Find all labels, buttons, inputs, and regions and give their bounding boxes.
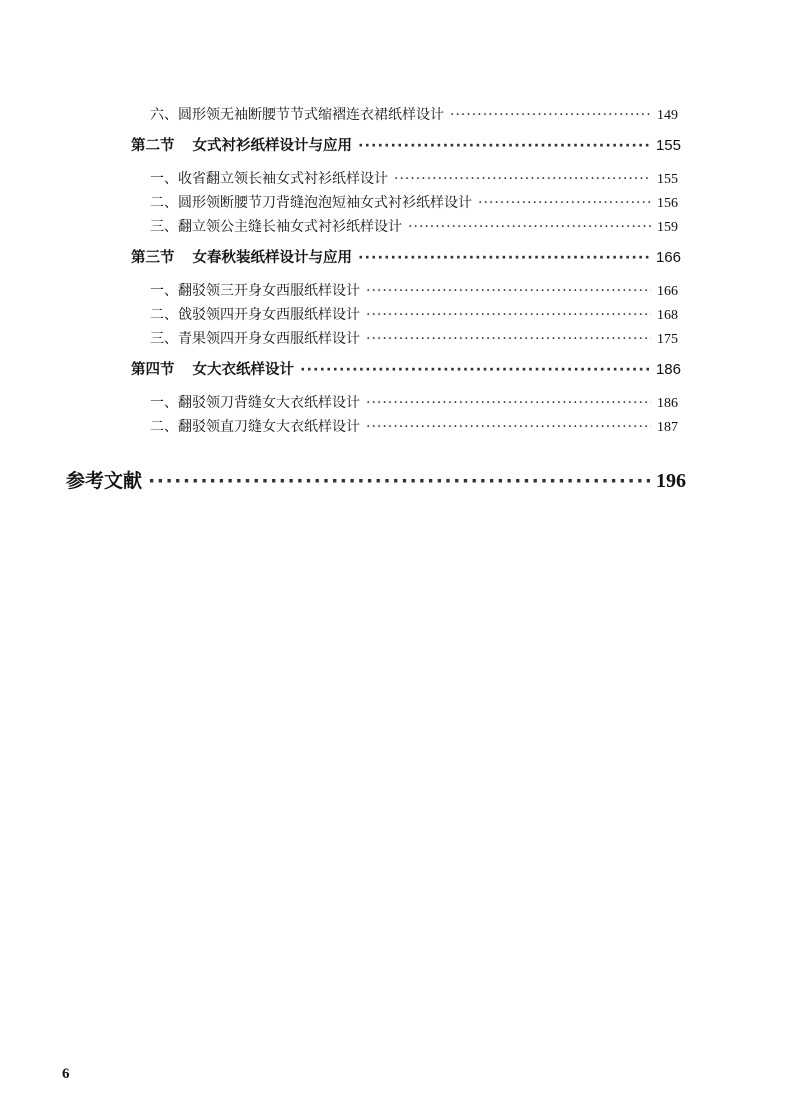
toc-item-title: 一、收省翻立领长袖女式衬衫纸样设计	[150, 171, 388, 187]
toc-item-title: 二、翻驳领直刀缝女大衣纸样设计	[150, 419, 360, 435]
toc-item-page: 149	[657, 108, 678, 123]
toc-item[interactable]	[150, 104, 678, 124]
toc-item[interactable]	[150, 328, 678, 348]
toc-section-page: 186	[655, 361, 681, 378]
toc-item-page: 187	[657, 420, 678, 435]
toc-item[interactable]	[150, 280, 678, 300]
dot-leader	[358, 250, 650, 266]
toc-item-page: 186	[657, 396, 678, 411]
dot-leader	[478, 195, 651, 211]
toc-item-page: 156	[657, 196, 678, 211]
dot-leader	[366, 395, 651, 411]
dot-leader	[394, 171, 651, 187]
toc-section-number: 第二节	[131, 138, 175, 154]
dot-leader	[366, 419, 651, 435]
toc-item-title: 二、圆形领断腰节刀背缝泡泡短袖女式衬衫纸样设计	[150, 195, 472, 211]
references-page: 196	[656, 470, 686, 492]
toc-item-title: 三、翻立领公主缝长袖女式衬衫纸样设计	[150, 219, 402, 235]
toc-section[interactable]	[131, 358, 681, 379]
toc-item[interactable]	[150, 216, 678, 236]
toc-item-page: 175	[657, 332, 678, 347]
toc-item[interactable]	[150, 304, 678, 324]
references-title: 参考文献	[66, 470, 143, 492]
toc-item[interactable]	[150, 168, 678, 188]
dot-leader	[366, 283, 651, 299]
toc-item-title: 六、圆形领无袖断腰节节式缩褶连衣裙纸样设计	[150, 107, 444, 123]
toc-item-page: 155	[657, 172, 678, 187]
toc-section-page: 166	[655, 249, 681, 266]
toc-section-title: 女春秋装纸样设计与应用	[192, 250, 352, 266]
toc-item[interactable]	[150, 192, 678, 212]
toc-item-page: 166	[657, 284, 678, 299]
page-number: 6	[62, 1066, 70, 1082]
dot-leader	[358, 138, 650, 154]
dot-leader	[366, 307, 651, 323]
dot-leader	[366, 331, 651, 347]
toc-section-number: 第四节	[131, 362, 175, 378]
toc-section-number: 第三节	[131, 250, 175, 266]
toc-references[interactable]	[66, 466, 686, 493]
toc-item[interactable]	[150, 416, 678, 436]
toc-item-page: 159	[657, 220, 678, 235]
toc-section[interactable]	[131, 246, 681, 267]
dot-leader	[148, 470, 650, 492]
toc-section-title: 女大衣纸样设计	[192, 362, 294, 378]
toc-item-page: 168	[657, 308, 678, 323]
toc-item-title: 二、戗驳领四开身女西服纸样设计	[150, 307, 360, 323]
toc-section-page: 155	[655, 137, 681, 154]
toc-item-title: 一、翻驳领三开身女西服纸样设计	[150, 283, 360, 299]
dot-leader	[300, 362, 650, 378]
dot-leader	[408, 219, 651, 235]
dot-leader	[450, 107, 651, 123]
toc-item-title: 三、青果领四开身女西服纸样设计	[150, 331, 360, 347]
toc-section[interactable]	[131, 134, 681, 155]
toc-item-title: 一、翻驳领刀背缝女大衣纸样设计	[150, 395, 360, 411]
toc-item[interactable]	[150, 392, 678, 412]
toc-section-title: 女式衬衫纸样设计与应用	[192, 138, 352, 154]
